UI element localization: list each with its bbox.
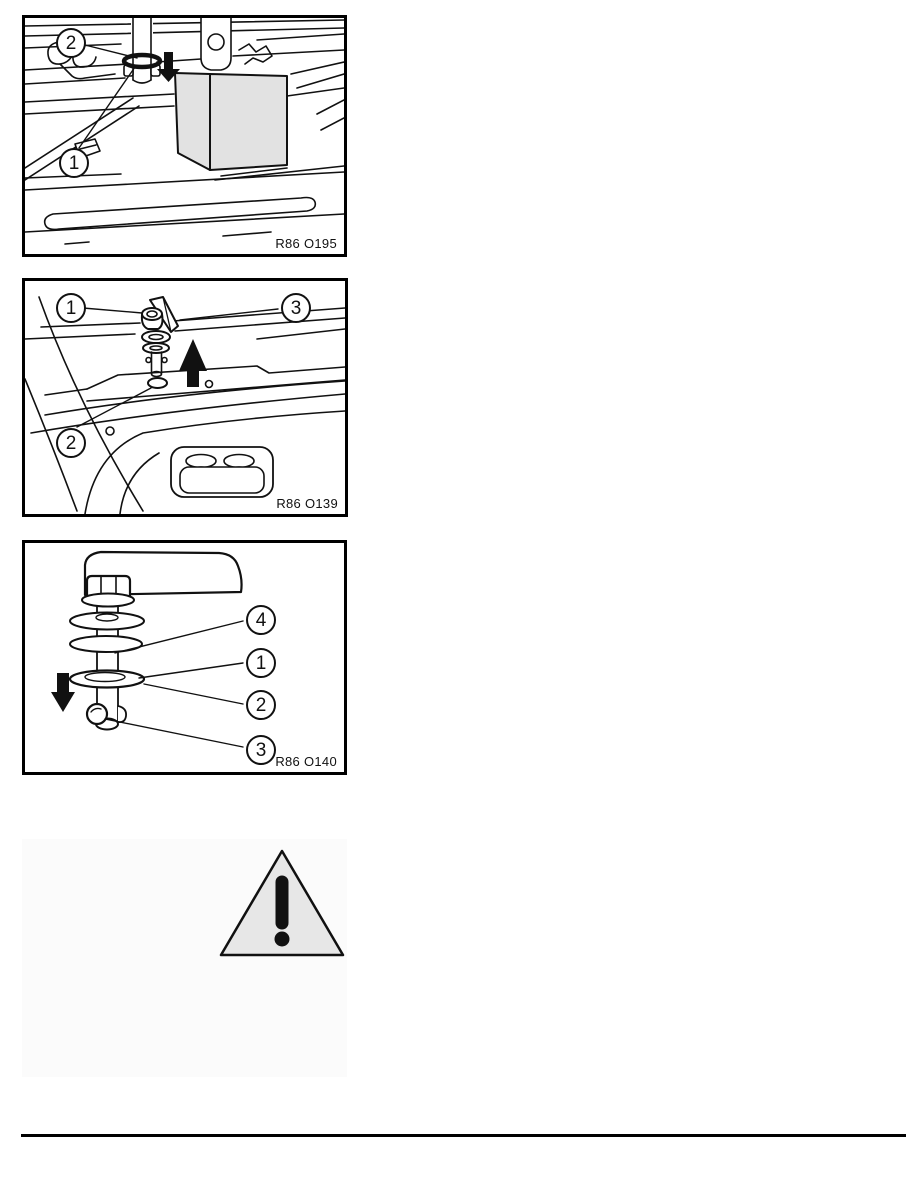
callout-label: 4 [255,609,267,631]
callout-label: 1 [255,652,267,674]
ball-pin [87,704,107,724]
callout-label: 2 [255,694,267,716]
relay-box [175,73,210,170]
figure-ref-code: R86 O140 [275,754,337,769]
figure-relay-module [22,15,347,257]
arrow-up-icon [179,339,207,387]
callout-label: 1 [65,297,77,319]
callout-label: 3 [290,297,302,319]
figure-3-line-art [25,543,344,772]
callout-badge [281,293,311,323]
warning-scan-block [22,839,347,1077]
figure-ref-code: R86 O195 [275,236,337,251]
footer-divider-rule [21,1134,906,1137]
callout-label: 2 [65,432,77,454]
warning-exclamation-triangle-icon [22,839,347,1077]
callout-badge [56,28,86,58]
figure-ref-code: R86 O139 [276,496,338,511]
callout-badge [246,605,276,635]
callout-label: 3 [255,739,267,761]
callout-label: 1 [68,152,80,174]
figure-antenna-bolt-components [22,540,347,775]
figure-antenna-base-removal [22,278,348,517]
callout-badge [246,735,276,765]
callout-badge [246,690,276,720]
mounting-hole [148,378,167,388]
callout-badge [56,293,86,323]
callout-label: 2 [65,32,77,54]
callout-badge [56,428,86,458]
callout-badge [246,648,276,678]
callout-badge [59,148,89,178]
